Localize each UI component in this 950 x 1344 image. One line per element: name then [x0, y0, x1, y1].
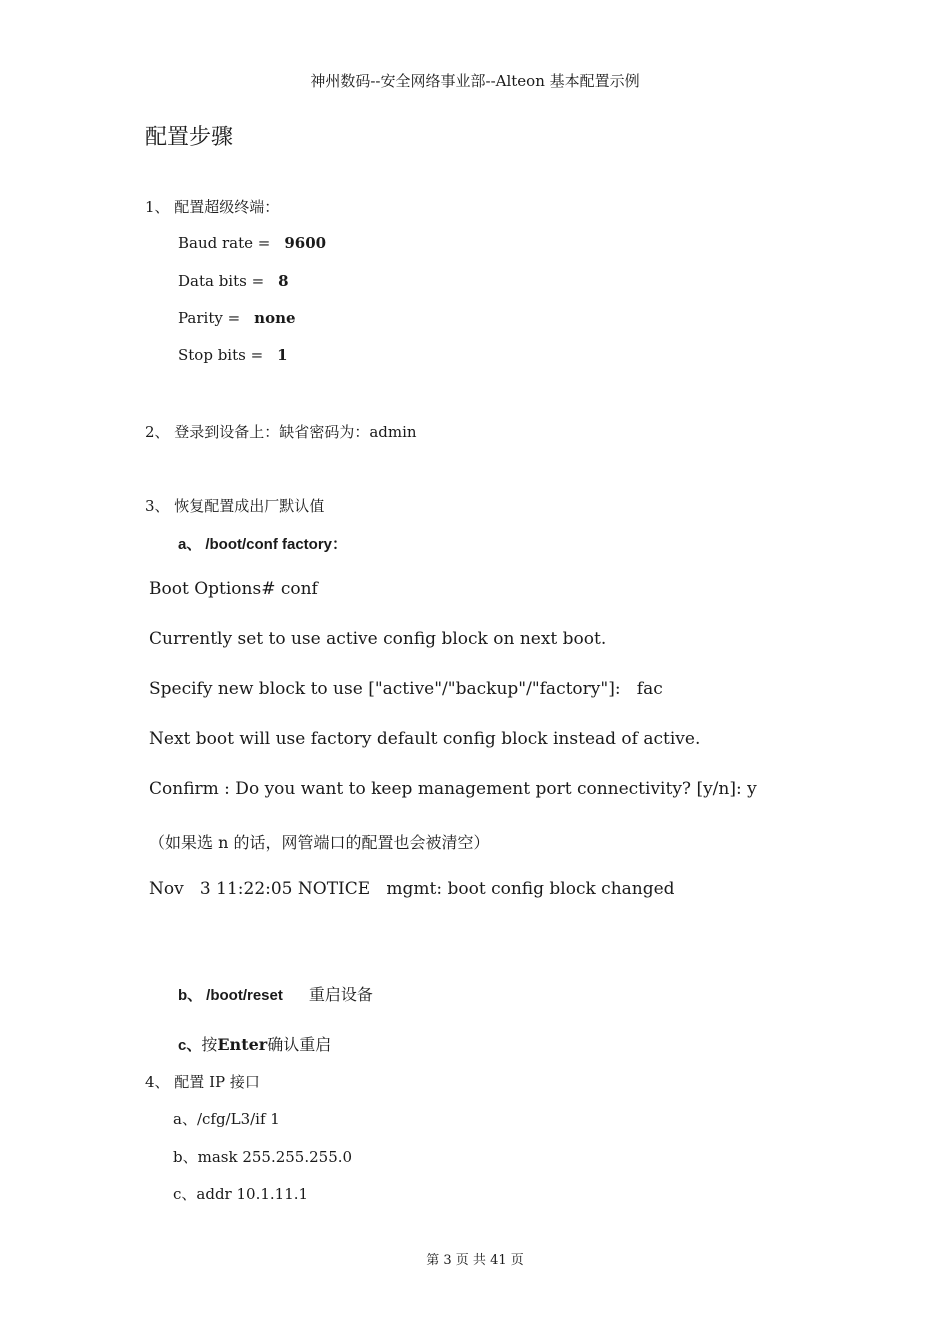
footer-mid: 页 共 [455, 1253, 486, 1268]
key-enter: Enter [217, 1035, 268, 1054]
setting-stop-bits [178, 346, 288, 364]
command-text: /boot/conf factory [205, 536, 333, 553]
command-description: 重启设备 [308, 985, 373, 1004]
item-suffix: ： [332, 536, 348, 553]
command-text: /boot/reset [206, 987, 283, 1004]
setting-name: Parity = [178, 309, 241, 327]
setting-value: 1 [277, 346, 288, 364]
setting-parity [178, 309, 296, 327]
setting-name: Stop bits = [178, 346, 264, 364]
step-text: 按 [201, 1035, 218, 1054]
page-number: 3 [443, 1253, 452, 1268]
page-total: 41 [490, 1253, 507, 1268]
setting-baud-rate [178, 234, 326, 252]
console-note: （如果选 n 的话，网管端口的配置也会被清空） [149, 833, 490, 852]
section-title: 配置步骤 [145, 125, 234, 150]
step-4-item: a、/cfg/L3/if 1 [173, 1110, 280, 1128]
step-4-label: 4、 配置 IP 接口 [145, 1073, 260, 1091]
step-3b [178, 982, 373, 1005]
page-header: 神州数码--安全网络事业部--Alteon 基本配置示例 [310, 72, 640, 90]
console-notice: Nov 3 11:22:05 NOTICE mgmt: boot config block changed [149, 879, 675, 899]
footer-suffix: 页 [510, 1253, 524, 1268]
setting-value: none [254, 309, 296, 327]
step-2-label: 2、 登录到设备上：缺省密码为：admin [145, 423, 417, 441]
console-line: Currently set to use active config block on next boot. [149, 629, 607, 649]
setting-name: Data bits = [178, 272, 265, 290]
console-line: Confirm : Do you want to keep management port connectivity? [y/n]: y [149, 779, 757, 799]
item-prefix: a、 [178, 536, 202, 553]
setting-name: Baud rate = [178, 234, 271, 252]
console-line: Next boot will use factory default config block instead of active. [149, 729, 701, 749]
page-footer [0, 1249, 950, 1268]
step-3-label: 3、 恢复配置成出厂默认值 [145, 497, 325, 515]
step-3a [178, 533, 347, 554]
item-prefix: b、 [178, 987, 203, 1004]
step-1-label: 1、 配置超级终端： [145, 198, 280, 216]
setting-value: 9600 [284, 234, 327, 252]
console-line: Specify new block to use ["active"/"backup"/"factory"]: fac [149, 679, 663, 699]
item-prefix: c、 [178, 1037, 202, 1054]
step-4-item: c、addr 10.1.11.1 [173, 1185, 309, 1203]
step-3c [178, 1032, 331, 1055]
step-text: 确认重启 [267, 1035, 332, 1054]
setting-value: 8 [278, 272, 289, 290]
footer-prefix: 第 [426, 1253, 440, 1268]
console-line: Boot Options# conf [149, 579, 318, 599]
step-4-item: b、mask 255.255.255.0 [173, 1148, 353, 1166]
setting-data-bits [178, 272, 289, 290]
